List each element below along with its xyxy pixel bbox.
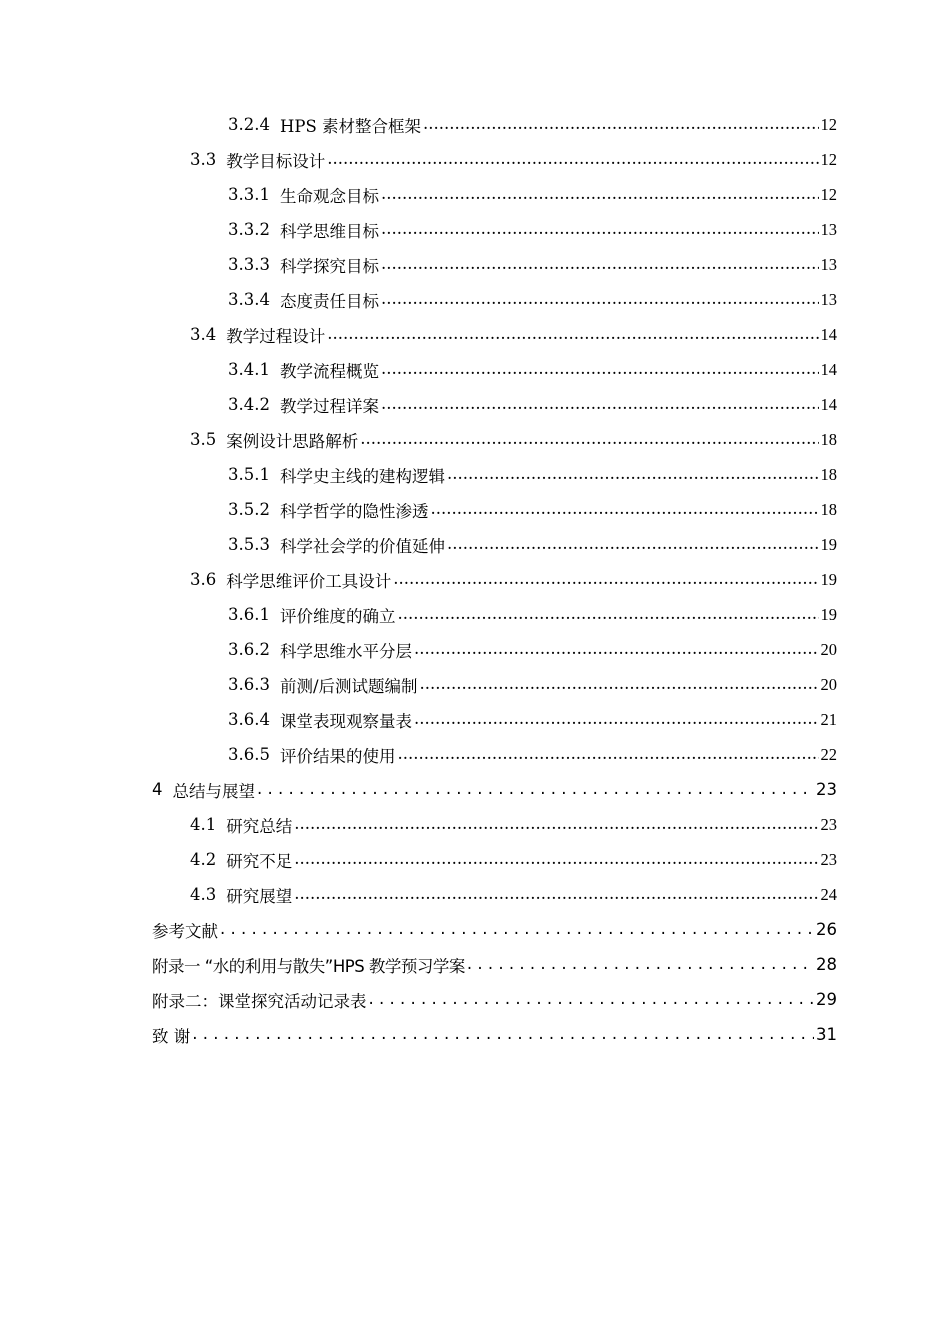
toc-page-number: 12 — [820, 149, 837, 169]
toc-entry-number: 3.5 — [190, 430, 217, 449]
toc-dot-leader — [369, 990, 815, 1010]
toc-entry-title: 评价维度的确立 — [279, 606, 396, 626]
toc-entry-number: 3.6.2 — [228, 640, 270, 659]
toc-dot-leader — [381, 360, 819, 380]
toc-page-number: 24 — [820, 884, 837, 904]
toc-entry-number: 4.2 — [190, 850, 217, 869]
toc-entry-title: 教学流程概览 — [279, 361, 379, 381]
toc-entry-title: 科学思维目标 — [279, 221, 379, 241]
toc-entry[interactable] — [0, 177, 950, 212]
toc-entry[interactable] — [0, 982, 950, 1017]
toc-dot-leader — [381, 395, 819, 415]
toc-page-number: 28 — [816, 955, 837, 974]
toc-entry-title: 教学过程设计 — [226, 326, 326, 346]
toc-entry-number: 3.6 — [190, 570, 217, 589]
toc-entry-title: 科学社会学的价值延伸 — [279, 536, 445, 556]
toc-entry-number: 3.3 — [190, 150, 217, 169]
toc-page-number: 14 — [820, 324, 837, 344]
toc-entry-number: 3.6.4 — [228, 710, 270, 729]
toc-entry-number: 3.4.2 — [228, 395, 270, 414]
toc-entry-title: 科学思维水平分层 — [279, 641, 412, 661]
toc-page-number: 23 — [816, 780, 837, 799]
toc-page-number: 12 — [820, 114, 837, 134]
toc-page-number: 21 — [820, 709, 837, 729]
toc-entry[interactable] — [0, 422, 950, 457]
toc-entry[interactable] — [0, 702, 950, 737]
toc-entry[interactable] — [0, 667, 950, 702]
toc-entry[interactable] — [0, 1017, 950, 1052]
toc-entry[interactable] — [0, 142, 950, 177]
toc-entry-title: 态度责任目标 — [279, 291, 379, 311]
toc-page-number: 29 — [816, 990, 837, 1009]
toc-page-number: 13 — [820, 219, 837, 239]
toc-entry[interactable] — [0, 352, 950, 387]
toc-page-number: 26 — [816, 920, 837, 939]
toc-entry-number: 4.3 — [190, 885, 217, 904]
toc-dot-leader — [327, 325, 818, 345]
toc-page-number: 23 — [820, 814, 837, 834]
toc-entry-number: 3.6.3 — [228, 675, 270, 694]
toc-page-number: 22 — [820, 744, 837, 764]
toc-entry-title: 参考文献 — [152, 921, 218, 941]
toc-entry-title: 科学探究目标 — [279, 256, 379, 276]
toc-page-number: 13 — [820, 254, 837, 274]
toc-dot-leader — [294, 815, 818, 835]
toc-entry[interactable] — [0, 317, 950, 352]
toc-entry-number: 3.6.1 — [228, 605, 270, 624]
toc-page-number: 18 — [820, 429, 837, 449]
toc-entry-title: 附录二：课堂探究活动记录表 — [152, 991, 367, 1011]
toc-dot-leader — [393, 570, 818, 590]
toc-dot-leader — [414, 710, 819, 730]
toc-entry[interactable] — [0, 947, 950, 982]
toc-entry-number: 3.3.4 — [228, 290, 270, 309]
table-of-contents — [0, 107, 950, 1052]
toc-entry-title: 生命观念目标 — [279, 186, 379, 206]
toc-entry-title: 前测/后测试题编制 — [279, 676, 418, 696]
toc-entry-number: 4.1 — [190, 815, 217, 834]
toc-dot-leader — [381, 220, 819, 240]
toc-entry-title: HPS 素材整合框架 — [279, 116, 422, 136]
toc-entry-title: 评价结果的使用 — [279, 746, 396, 766]
toc-entry[interactable] — [0, 527, 950, 562]
toc-entry-title: 科学哲学的隐性渗透 — [279, 501, 429, 521]
toc-dot-leader — [294, 885, 818, 905]
toc-dot-leader — [397, 745, 818, 765]
toc-page-number: 13 — [820, 289, 837, 309]
toc-entry[interactable] — [0, 842, 950, 877]
toc-dot-leader — [381, 290, 819, 310]
toc-entry-number: 3.6.5 — [228, 745, 270, 764]
toc-dot-leader — [467, 955, 814, 975]
toc-page-number: 18 — [820, 464, 837, 484]
toc-dot-leader — [414, 640, 819, 660]
toc-entry[interactable] — [0, 807, 950, 842]
toc-entry[interactable] — [0, 877, 950, 912]
toc-page-number: 12 — [820, 184, 837, 204]
toc-entry-number: 4 — [152, 780, 163, 799]
toc-dot-leader — [447, 465, 819, 485]
toc-entry[interactable] — [0, 597, 950, 632]
toc-entry[interactable] — [0, 457, 950, 492]
toc-dot-leader — [294, 850, 818, 870]
toc-page-number: 31 — [816, 1025, 837, 1044]
toc-dot-leader — [220, 920, 814, 940]
toc-entry[interactable] — [0, 632, 950, 667]
toc-entry-title: 研究不足 — [226, 851, 293, 871]
toc-entry-number: 3.3.2 — [228, 220, 270, 239]
toc-dot-leader — [381, 185, 819, 205]
toc-page-number: 23 — [820, 849, 837, 869]
toc-entry[interactable] — [0, 737, 950, 772]
toc-entry-title: 科学思维评价工具设计 — [226, 571, 392, 591]
toc-entry[interactable] — [0, 107, 950, 142]
toc-page-number: 19 — [820, 534, 837, 554]
toc-dot-leader — [423, 115, 818, 135]
toc-dot-leader — [327, 150, 818, 170]
toc-page-number: 14 — [820, 394, 837, 414]
toc-entry[interactable] — [0, 492, 950, 527]
toc-entry-number: 3.5.2 — [228, 500, 270, 519]
toc-entry[interactable] — [0, 912, 950, 947]
toc-page-number: 14 — [820, 359, 837, 379]
toc-entry-title: 研究展望 — [226, 886, 293, 906]
toc-dot-leader — [420, 675, 819, 695]
toc-entry-number: 3.4 — [190, 325, 217, 344]
toc-entry-number: 3.3.1 — [228, 185, 270, 204]
toc-dot-leader — [430, 500, 818, 520]
toc-entry-number: 3.3.3 — [228, 255, 270, 274]
toc-page-number: 20 — [820, 674, 837, 694]
toc-dot-leader — [257, 780, 814, 800]
toc-entry[interactable] — [0, 212, 950, 247]
toc-entry-number: 3.5.3 — [228, 535, 270, 554]
toc-entry[interactable] — [0, 247, 950, 282]
toc-entry-title: 教学目标设计 — [226, 151, 326, 171]
toc-entry-title: 致 谢 — [152, 1026, 191, 1046]
toc-dot-leader — [397, 605, 818, 625]
toc-entry-title: 案例设计思路解析 — [226, 431, 359, 451]
toc-entry-title: 科学史主线的建构逻辑 — [279, 466, 445, 486]
toc-page-number: 19 — [820, 604, 837, 624]
toc-entry-title: 总结与展望 — [172, 781, 255, 801]
toc-entry-number: 3.2.4 — [228, 115, 270, 134]
toc-entry-title: 附录一 “水的利用与散失”HPS 教学预习学案 — [152, 956, 465, 976]
toc-dot-leader — [192, 1025, 814, 1045]
toc-dot-leader — [360, 430, 818, 450]
toc-dot-leader — [381, 255, 819, 275]
toc-dot-leader — [447, 535, 819, 555]
toc-entry[interactable] — [0, 282, 950, 317]
toc-entry[interactable] — [0, 387, 950, 422]
toc-entry-number: 3.5.1 — [228, 465, 270, 484]
toc-entry-number: 3.4.1 — [228, 360, 270, 379]
toc-page-number: 20 — [820, 639, 837, 659]
toc-page-number: 19 — [820, 569, 837, 589]
toc-entry-title: 课堂表现观察量表 — [279, 711, 412, 731]
toc-entry-title: 研究总结 — [226, 816, 293, 836]
toc-entry-title: 教学过程详案 — [279, 396, 379, 416]
toc-entry[interactable] — [0, 772, 950, 807]
toc-page-number: 18 — [820, 499, 837, 519]
toc-entry[interactable] — [0, 562, 950, 597]
